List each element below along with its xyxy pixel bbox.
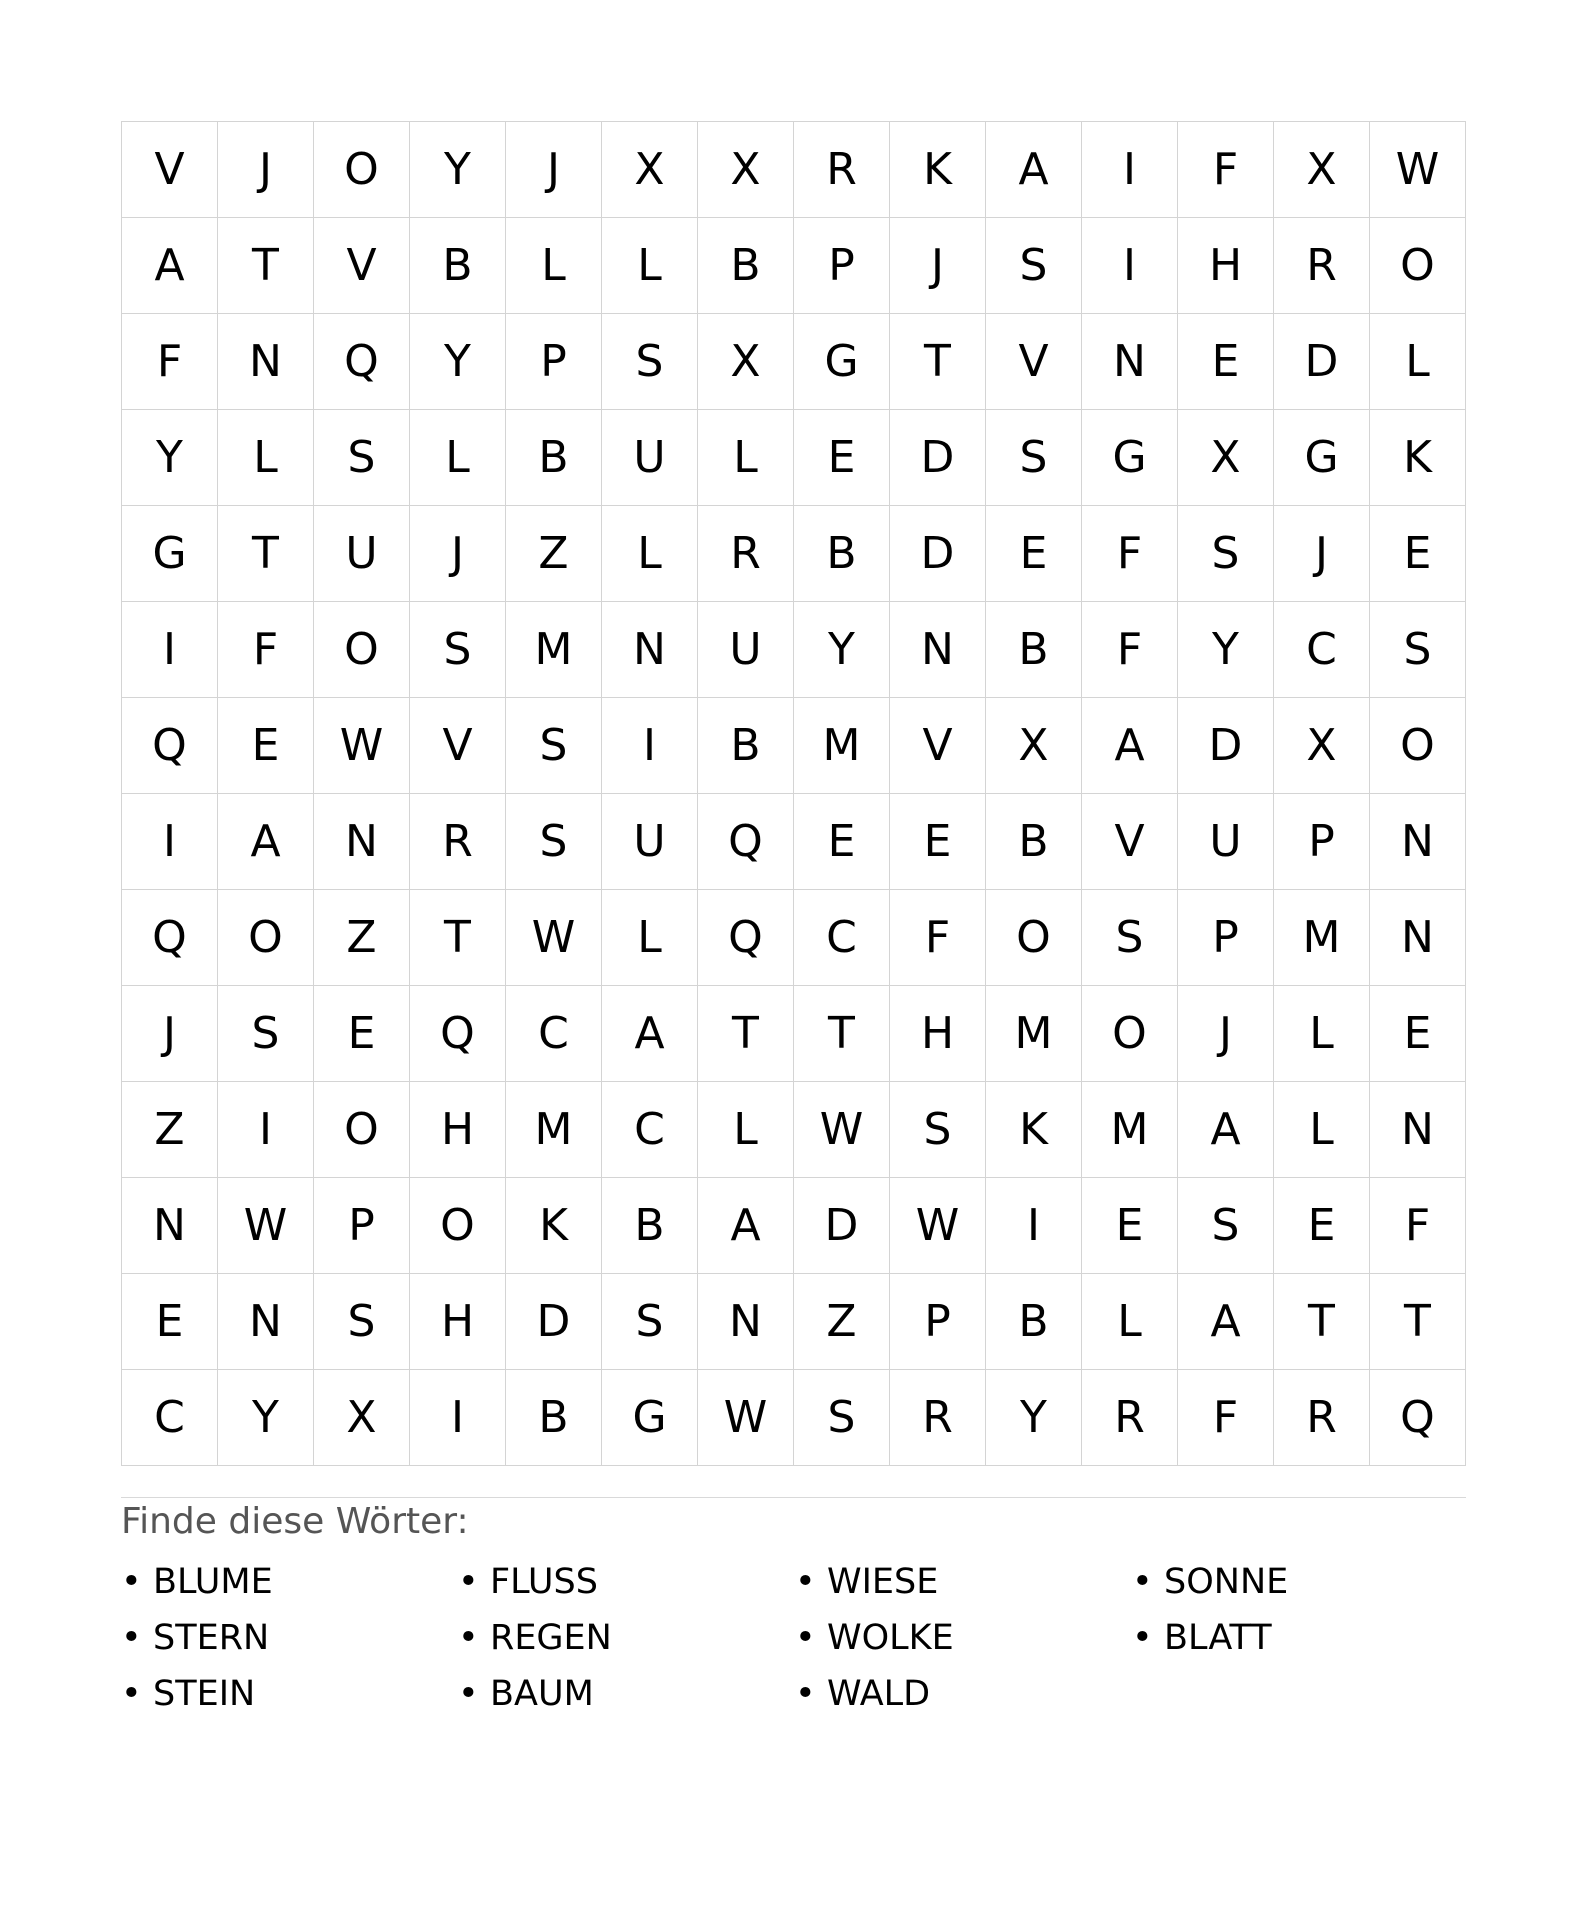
word-label: BLATT bbox=[1164, 1618, 1272, 1658]
grid-cell[interactable]: L bbox=[1082, 1274, 1178, 1370]
grid-cell[interactable]: F bbox=[1082, 602, 1178, 698]
grid-cell[interactable]: N bbox=[314, 794, 410, 890]
grid-cell[interactable]: V bbox=[890, 698, 986, 794]
grid-cell[interactable]: L bbox=[698, 1082, 794, 1178]
bullet-icon: • bbox=[121, 1562, 142, 1602]
grid-cell[interactable]: S bbox=[506, 794, 602, 890]
grid-cell[interactable]: K bbox=[890, 122, 986, 218]
divider bbox=[121, 1497, 1466, 1498]
grid-cell[interactable]: E bbox=[1178, 314, 1274, 410]
grid-cell[interactable]: A bbox=[986, 122, 1082, 218]
grid-cell[interactable]: X bbox=[698, 122, 794, 218]
grid-cell[interactable]: S bbox=[410, 602, 506, 698]
grid-cell[interactable]: H bbox=[410, 1082, 506, 1178]
grid-cell[interactable]: W bbox=[314, 698, 410, 794]
grid-cell[interactable]: J bbox=[1274, 506, 1370, 602]
grid-cell[interactable]: E bbox=[890, 794, 986, 890]
grid-cell[interactable]: B bbox=[506, 1370, 602, 1466]
grid-cell[interactable]: J bbox=[506, 122, 602, 218]
grid-cell[interactable]: C bbox=[1274, 602, 1370, 698]
grid-cell[interactable]: N bbox=[122, 1178, 218, 1274]
grid-cell[interactable]: Y bbox=[986, 1370, 1082, 1466]
grid-cell[interactable]: C bbox=[506, 986, 602, 1082]
grid-cell[interactable]: G bbox=[602, 1370, 698, 1466]
word-list-item bbox=[1132, 1618, 1469, 1674]
grid-cell[interactable]: P bbox=[890, 1274, 986, 1370]
grid-cell[interactable]: B bbox=[698, 698, 794, 794]
grid-cell[interactable]: R bbox=[1274, 218, 1370, 314]
word-list-item bbox=[795, 1674, 1132, 1730]
grid-cell[interactable]: L bbox=[218, 410, 314, 506]
grid-cell[interactable]: C bbox=[602, 1082, 698, 1178]
grid-cell[interactable]: Q bbox=[698, 794, 794, 890]
grid-cell[interactable]: M bbox=[1274, 890, 1370, 986]
grid-cell[interactable]: N bbox=[602, 602, 698, 698]
grid-cell[interactable]: Y bbox=[410, 122, 506, 218]
grid-cell[interactable]: L bbox=[410, 410, 506, 506]
word-list bbox=[121, 1562, 1466, 1730]
bullet-icon: • bbox=[458, 1618, 479, 1658]
grid-cell[interactable]: S bbox=[602, 1274, 698, 1370]
grid-cell[interactable]: L bbox=[1274, 1082, 1370, 1178]
grid-cell[interactable]: I bbox=[410, 1370, 506, 1466]
grid-cell[interactable]: F bbox=[1178, 122, 1274, 218]
grid-cell[interactable]: S bbox=[218, 986, 314, 1082]
grid-cell[interactable]: E bbox=[1274, 1178, 1370, 1274]
word-label: STERN bbox=[153, 1618, 270, 1658]
grid-cell[interactable]: C bbox=[794, 890, 890, 986]
grid-cell[interactable]: A bbox=[602, 986, 698, 1082]
grid-cell[interactable]: R bbox=[890, 1370, 986, 1466]
grid-cell[interactable]: E bbox=[1082, 1178, 1178, 1274]
grid-cell[interactable]: O bbox=[218, 890, 314, 986]
grid-cell[interactable]: Z bbox=[122, 1082, 218, 1178]
grid-cell[interactable]: L bbox=[698, 410, 794, 506]
grid-cell[interactable]: R bbox=[1274, 1370, 1370, 1466]
grid-cell[interactable]: K bbox=[1370, 410, 1466, 506]
word-label: WIESE bbox=[827, 1562, 939, 1602]
grid-cell[interactable]: Y bbox=[218, 1370, 314, 1466]
grid-cell[interactable]: V bbox=[986, 314, 1082, 410]
grid-cell[interactable]: I bbox=[218, 1082, 314, 1178]
word-list-item bbox=[795, 1562, 1132, 1618]
grid-cell[interactable]: F bbox=[218, 602, 314, 698]
grid-cell[interactable]: L bbox=[602, 890, 698, 986]
grid-cell[interactable]: B bbox=[602, 1178, 698, 1274]
grid-cell[interactable]: X bbox=[698, 314, 794, 410]
grid-cell[interactable]: R bbox=[698, 506, 794, 602]
grid-cell[interactable]: T bbox=[794, 986, 890, 1082]
word-label: WOLKE bbox=[827, 1618, 954, 1658]
grid-cell[interactable]: D bbox=[890, 410, 986, 506]
bullet-icon: • bbox=[795, 1618, 816, 1658]
word-list-item bbox=[121, 1674, 458, 1730]
word-label: SONNE bbox=[1164, 1562, 1289, 1602]
grid-cell[interactable]: W bbox=[698, 1370, 794, 1466]
word-label: WALD bbox=[827, 1674, 931, 1714]
grid-cell[interactable]: S bbox=[506, 698, 602, 794]
grid-cell[interactable]: T bbox=[1274, 1274, 1370, 1370]
grid-cell[interactable]: S bbox=[314, 1274, 410, 1370]
grid-cell[interactable]: Y bbox=[122, 410, 218, 506]
grid-cell[interactable]: L bbox=[1370, 314, 1466, 410]
grid-cell[interactable]: F bbox=[1370, 1178, 1466, 1274]
word-label: BLUME bbox=[153, 1562, 273, 1602]
grid-cell[interactable]: O bbox=[1370, 698, 1466, 794]
grid-cell[interactable]: C bbox=[122, 1370, 218, 1466]
grid-cell[interactable]: E bbox=[122, 1274, 218, 1370]
grid-cell[interactable]: I bbox=[986, 1178, 1082, 1274]
grid-cell[interactable]: E bbox=[1370, 506, 1466, 602]
grid-cell[interactable]: V bbox=[1082, 794, 1178, 890]
grid-cell[interactable]: T bbox=[890, 314, 986, 410]
grid-cell[interactable]: T bbox=[218, 218, 314, 314]
word-list-item bbox=[1132, 1562, 1469, 1618]
grid-cell[interactable]: V bbox=[410, 698, 506, 794]
word-list-item bbox=[458, 1562, 795, 1618]
grid-cell[interactable]: O bbox=[410, 1178, 506, 1274]
grid-cell[interactable]: W bbox=[506, 890, 602, 986]
grid-cell[interactable]: E bbox=[314, 986, 410, 1082]
grid-cell[interactable]: S bbox=[1370, 602, 1466, 698]
grid-cell[interactable]: U bbox=[602, 410, 698, 506]
grid-cell[interactable]: G bbox=[794, 314, 890, 410]
grid-cell[interactable]: B bbox=[986, 794, 1082, 890]
grid-cell[interactable]: N bbox=[1082, 314, 1178, 410]
grid-cell[interactable]: O bbox=[314, 602, 410, 698]
grid-cell[interactable]: J bbox=[218, 122, 314, 218]
grid-cell[interactable]: R bbox=[410, 794, 506, 890]
grid-cell[interactable]: A bbox=[1178, 1082, 1274, 1178]
grid-cell[interactable]: Q bbox=[314, 314, 410, 410]
grid-cell[interactable]: B bbox=[794, 506, 890, 602]
grid-cell[interactable]: Q bbox=[122, 698, 218, 794]
grid-cell[interactable]: S bbox=[794, 1370, 890, 1466]
grid-cell[interactable]: W bbox=[1370, 122, 1466, 218]
word-list-item bbox=[121, 1562, 458, 1618]
grid-cell[interactable]: J bbox=[890, 218, 986, 314]
grid-cell[interactable]: Z bbox=[506, 506, 602, 602]
grid-cell[interactable]: J bbox=[1178, 986, 1274, 1082]
grid-cell[interactable]: L bbox=[602, 218, 698, 314]
grid-cell[interactable]: B bbox=[506, 410, 602, 506]
grid-cell[interactable]: O bbox=[1370, 218, 1466, 314]
grid-cell[interactable]: A bbox=[1082, 698, 1178, 794]
word-list-item bbox=[458, 1618, 795, 1674]
grid-cell[interactable]: E bbox=[1370, 986, 1466, 1082]
grid-cell[interactable]: Y bbox=[794, 602, 890, 698]
grid-cell[interactable]: Q bbox=[1370, 1370, 1466, 1466]
grid-cell[interactable]: Q bbox=[410, 986, 506, 1082]
grid-cell[interactable]: W bbox=[890, 1178, 986, 1274]
bullet-icon: • bbox=[1132, 1618, 1153, 1658]
grid-cell[interactable]: V bbox=[122, 122, 218, 218]
grid-cell[interactable]: U bbox=[602, 794, 698, 890]
grid-cell[interactable]: S bbox=[1082, 890, 1178, 986]
grid-cell[interactable]: O bbox=[314, 1082, 410, 1178]
grid-cell[interactable]: Z bbox=[794, 1274, 890, 1370]
grid-cell[interactable]: S bbox=[314, 410, 410, 506]
grid-cell[interactable]: I bbox=[1082, 218, 1178, 314]
grid-cell[interactable]: O bbox=[986, 890, 1082, 986]
grid-cell[interactable]: Q bbox=[122, 890, 218, 986]
grid-cell[interactable]: N bbox=[1370, 1082, 1466, 1178]
grid-cell[interactable]: P bbox=[794, 218, 890, 314]
grid-cell[interactable]: M bbox=[506, 1082, 602, 1178]
grid-cell[interactable]: I bbox=[602, 698, 698, 794]
grid-cell[interactable]: S bbox=[602, 314, 698, 410]
grid-cell[interactable]: D bbox=[1178, 698, 1274, 794]
grid-cell[interactable]: B bbox=[986, 1274, 1082, 1370]
grid-cell[interactable]: S bbox=[1178, 506, 1274, 602]
grid-cell[interactable]: F bbox=[1178, 1370, 1274, 1466]
grid-cell[interactable]: B bbox=[410, 218, 506, 314]
bullet-icon: • bbox=[1132, 1562, 1153, 1602]
grid-cell[interactable]: H bbox=[1178, 218, 1274, 314]
word-label: BAUM bbox=[490, 1674, 594, 1714]
grid-cell[interactable]: U bbox=[314, 506, 410, 602]
grid-cell[interactable]: N bbox=[218, 314, 314, 410]
grid-cell[interactable]: U bbox=[698, 602, 794, 698]
grid-cell[interactable]: P bbox=[314, 1178, 410, 1274]
grid-cell[interactable]: X bbox=[602, 122, 698, 218]
word-list-item bbox=[121, 1618, 458, 1674]
letter-grid bbox=[121, 121, 1466, 1466]
grid-cell[interactable]: F bbox=[890, 890, 986, 986]
grid-cell[interactable]: A bbox=[1178, 1274, 1274, 1370]
grid-cell[interactable]: X bbox=[1178, 410, 1274, 506]
grid-cell[interactable]: M bbox=[1082, 1082, 1178, 1178]
grid-cell[interactable]: X bbox=[986, 698, 1082, 794]
grid-cell[interactable]: N bbox=[1370, 794, 1466, 890]
word-list-item bbox=[458, 1674, 795, 1730]
bullet-icon: • bbox=[795, 1562, 816, 1602]
grid-cell[interactable]: J bbox=[122, 986, 218, 1082]
grid-cell[interactable]: I bbox=[1082, 122, 1178, 218]
grid-cell[interactable]: L bbox=[506, 218, 602, 314]
grid-cell[interactable]: A bbox=[122, 218, 218, 314]
word-label: STEIN bbox=[153, 1674, 256, 1714]
grid-cell[interactable]: E bbox=[794, 410, 890, 506]
grid-cell[interactable]: Q bbox=[698, 890, 794, 986]
grid-cell[interactable]: S bbox=[1178, 1178, 1274, 1274]
grid-cell[interactable]: Y bbox=[410, 314, 506, 410]
grid-cell[interactable]: Z bbox=[314, 890, 410, 986]
grid-cell[interactable]: E bbox=[986, 506, 1082, 602]
grid-cell[interactable]: W bbox=[218, 1178, 314, 1274]
grid-cell[interactable]: X bbox=[1274, 122, 1370, 218]
grid-cell[interactable]: T bbox=[410, 890, 506, 986]
bullet-icon: • bbox=[795, 1674, 816, 1714]
grid-cell[interactable]: J bbox=[410, 506, 506, 602]
grid-cell[interactable]: N bbox=[698, 1274, 794, 1370]
grid-cell[interactable]: T bbox=[698, 986, 794, 1082]
grid-cell[interactable]: H bbox=[890, 986, 986, 1082]
grid-cell[interactable]: D bbox=[794, 1178, 890, 1274]
grid-cell[interactable]: N bbox=[890, 602, 986, 698]
grid-cell[interactable]: F bbox=[1082, 506, 1178, 602]
grid-cell[interactable]: S bbox=[890, 1082, 986, 1178]
grid-cell[interactable]: A bbox=[698, 1178, 794, 1274]
word-list-title: Finde diese Wörter: bbox=[121, 1501, 469, 1542]
grid-cell[interactable]: W bbox=[794, 1082, 890, 1178]
word-list-item bbox=[795, 1618, 1132, 1674]
grid-cell[interactable]: I bbox=[122, 794, 218, 890]
grid-cell[interactable]: M bbox=[506, 602, 602, 698]
grid-cell[interactable]: M bbox=[794, 698, 890, 794]
grid-cell[interactable]: K bbox=[986, 1082, 1082, 1178]
grid-cell[interactable]: A bbox=[218, 794, 314, 890]
word-label: REGEN bbox=[490, 1618, 612, 1658]
bullet-icon: • bbox=[121, 1674, 142, 1714]
grid-cell[interactable]: D bbox=[890, 506, 986, 602]
grid-cell[interactable]: O bbox=[1082, 986, 1178, 1082]
bullet-icon: • bbox=[121, 1618, 142, 1658]
grid-cell[interactable]: H bbox=[410, 1274, 506, 1370]
grid-cell[interactable]: F bbox=[122, 314, 218, 410]
bullet-icon: • bbox=[458, 1674, 479, 1714]
grid-cell[interactable]: V bbox=[314, 218, 410, 314]
grid-cell[interactable]: R bbox=[1082, 1370, 1178, 1466]
grid-cell[interactable]: Y bbox=[1178, 602, 1274, 698]
grid-cell[interactable]: D bbox=[1274, 314, 1370, 410]
grid-cell[interactable]: E bbox=[794, 794, 890, 890]
grid-cell[interactable]: T bbox=[1370, 1274, 1466, 1370]
grid-cell[interactable]: K bbox=[506, 1178, 602, 1274]
grid-cell[interactable]: R bbox=[794, 122, 890, 218]
word-label: FLUSS bbox=[490, 1562, 598, 1602]
grid-cell[interactable]: P bbox=[506, 314, 602, 410]
grid-cell[interactable]: X bbox=[1274, 698, 1370, 794]
bullet-icon: • bbox=[458, 1562, 479, 1602]
grid-cell[interactable]: M bbox=[986, 986, 1082, 1082]
grid-cell[interactable]: P bbox=[1178, 890, 1274, 986]
grid-cell[interactable]: G bbox=[1274, 410, 1370, 506]
grid-cell[interactable]: E bbox=[218, 698, 314, 794]
grid-cell[interactable]: P bbox=[1274, 794, 1370, 890]
grid-cell[interactable]: G bbox=[122, 506, 218, 602]
grid-cell[interactable]: B bbox=[698, 218, 794, 314]
grid-cell[interactable]: S bbox=[986, 410, 1082, 506]
grid-cell[interactable]: D bbox=[506, 1274, 602, 1370]
grid-cell[interactable]: B bbox=[986, 602, 1082, 698]
grid-cell[interactable]: U bbox=[1178, 794, 1274, 890]
grid-cell[interactable]: T bbox=[218, 506, 314, 602]
grid-cell[interactable]: O bbox=[314, 122, 410, 218]
grid-cell[interactable]: L bbox=[602, 506, 698, 602]
grid-cell[interactable]: G bbox=[1082, 410, 1178, 506]
grid-cell[interactable]: S bbox=[986, 218, 1082, 314]
grid-cell[interactable]: X bbox=[314, 1370, 410, 1466]
grid-cell[interactable]: I bbox=[122, 602, 218, 698]
grid-cell[interactable]: L bbox=[1274, 986, 1370, 1082]
grid-cell[interactable]: N bbox=[218, 1274, 314, 1370]
grid-cell[interactable]: N bbox=[1370, 890, 1466, 986]
